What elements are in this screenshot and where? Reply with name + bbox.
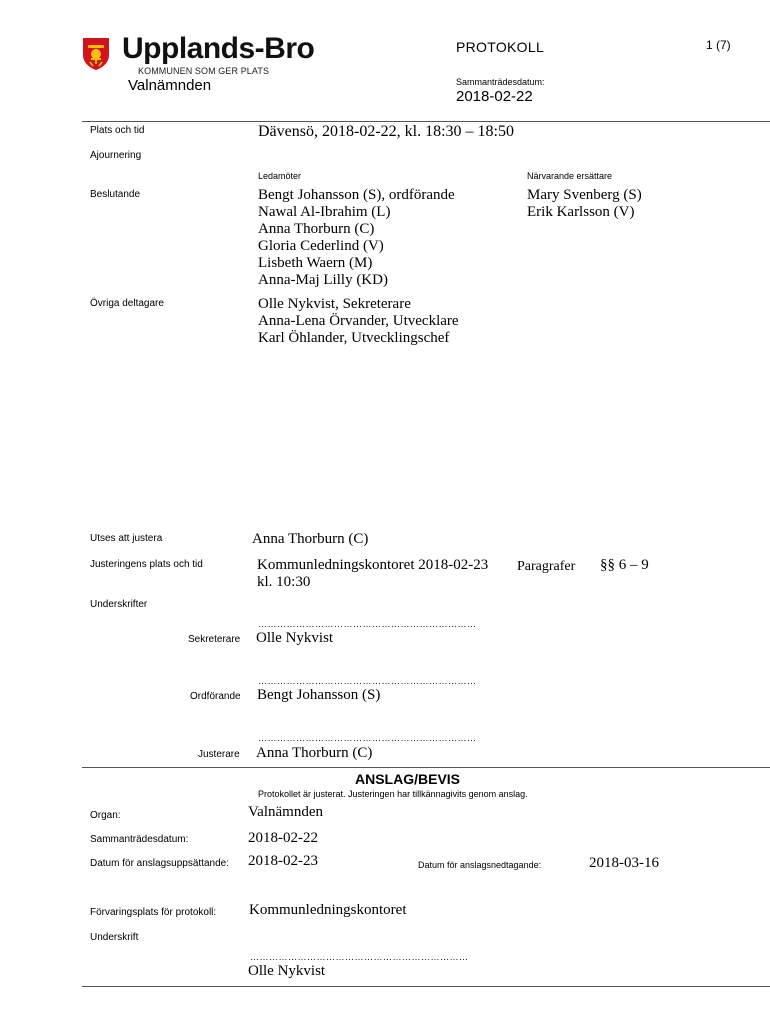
participant-item: Anna-Lena Örvander, Utvecklare (258, 313, 459, 329)
deciding-label: Beslutande (90, 189, 141, 200)
substitute-item: Mary Svenberg (S) (527, 187, 642, 203)
member-item: Lisbeth Waern (M) (258, 255, 373, 271)
posted-date-value: 2018-02-23 (248, 853, 318, 869)
adjustment-time-line: kl. 10:30 (257, 574, 311, 590)
meeting-date-label: Sammanträdesdatum: (456, 77, 545, 87)
paragraphs-label: Paragrafer (517, 559, 576, 574)
signer-role-secretary: Sekreterare (188, 634, 241, 645)
posted-date-label: Datum för anslagsuppsättande: (90, 858, 229, 869)
substitutes-heading: Närvarande ersättare (527, 171, 613, 181)
adjustment-place-line: Kommunledningskontoret 2018-02-23 (257, 557, 489, 573)
notice-signature-line: …………………………………………………………… (250, 952, 469, 962)
adjournment-label: Ajournering (90, 150, 142, 161)
place-time-label: Plats och tid (90, 125, 145, 136)
signer-name-chair: Bengt Johansson (S) (257, 687, 381, 703)
adjustment-place-value (257, 557, 488, 591)
appointed-adjuster-value: Anna Thorburn (C) (252, 531, 369, 547)
other-participants-label: Övriga deltagare (90, 298, 164, 309)
signer-name-secretary: Olle Nykvist (256, 630, 334, 646)
place-time-value: Dävensö, 2018-02-22, kl. 18:30 – 18:50 (258, 123, 514, 140)
signer-name-adjuster: Anna Thorburn (C) (256, 745, 373, 761)
substitutes-list (527, 187, 642, 221)
member-item: Nawal Al-Ibrahim (L) (258, 204, 391, 220)
footer-divider (82, 986, 770, 987)
header-divider (82, 121, 770, 122)
signatures-label: Underskrifter (90, 599, 148, 610)
members-list (258, 187, 455, 289)
municipal-crest (82, 37, 110, 71)
signature-line-adjuster: …………………………………………………………… (258, 733, 477, 743)
committee-name: Valnämnden (128, 77, 212, 94)
member-item: Anna Thorburn (C) (258, 221, 375, 237)
signer-role-adjuster: Justerare (198, 749, 240, 760)
organ-label: Organ: (90, 810, 121, 821)
member-item: Anna-Maj Lilly (KD) (258, 272, 388, 288)
notice-meeting-date-value: 2018-02-22 (248, 830, 318, 846)
appointed-adjuster-label: Utses att justera (90, 533, 163, 544)
members-heading: Ledamöter (258, 171, 302, 181)
notice-divider (82, 767, 770, 768)
meeting-date: 2018-02-22 (456, 88, 533, 105)
page-number: 1 (7) (706, 38, 731, 52)
storage-value: Kommunledningskontoret (249, 902, 407, 918)
crest-icon (82, 37, 110, 71)
logo-tagline: KOMMUNEN SOM GER PLATS (138, 66, 270, 76)
notice-subtitle: Protokollet är justerat. Justeringen har tillkännagivits genom anslag. (258, 789, 528, 799)
organ-value: Valnämnden (248, 804, 323, 820)
signer-role-chair: Ordförande (190, 691, 241, 702)
notice-signature-name: Olle Nykvist (248, 963, 326, 979)
member-item: Bengt Johansson (S), ordförande (258, 187, 455, 203)
other-participants-list (258, 296, 459, 347)
participant-item: Olle Nykvist, Sekreterare (258, 296, 411, 312)
logo-wordmark: Upplands-Bro (122, 32, 315, 65)
member-item: Gloria Cederlind (V) (258, 238, 384, 254)
storage-label: Förvaringsplats för protokoll: (90, 907, 217, 918)
notice-signature-label: Underskrift (90, 932, 139, 943)
signature-line-secretary: …………………………………………………………… (258, 619, 477, 629)
signature-line-chair: …………………………………………………………… (258, 676, 477, 686)
removed-date-label: Datum för anslagsnedtagande: (418, 860, 542, 870)
document-type: PROTOKOLL (456, 39, 545, 55)
substitute-item: Erik Karlsson (V) (527, 204, 635, 220)
participant-item: Karl Öhlander, Utvecklingschef (258, 330, 450, 346)
adjustment-place-label: Justeringens plats och tid (90, 559, 203, 570)
notice-title: ANSLAG/BEVIS (355, 771, 461, 787)
removed-date-value: 2018-03-16 (589, 855, 659, 871)
notice-meeting-date-label: Sammanträdesdatum: (90, 834, 189, 845)
paragraphs-value: §§ 6 – 9 (600, 557, 649, 573)
